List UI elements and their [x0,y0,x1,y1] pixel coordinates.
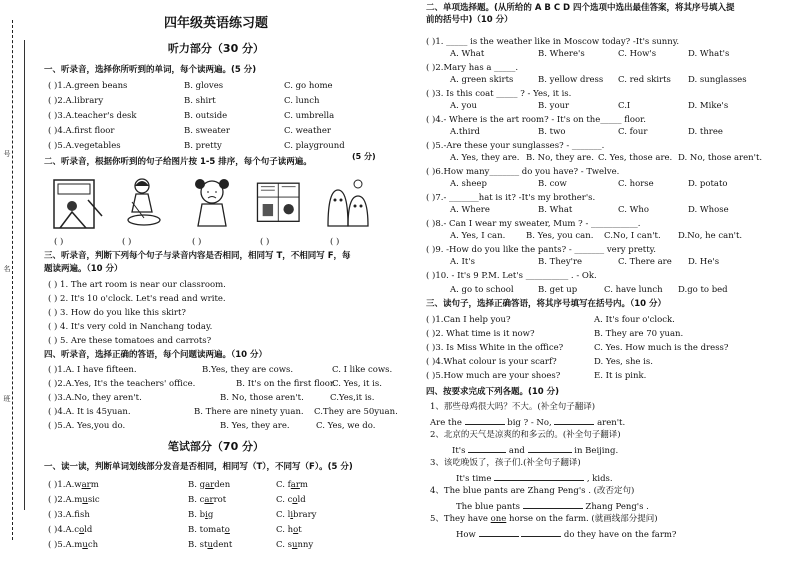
option-b: B. Yes, they are. [220,421,290,431]
list-item: ( )5.A.much [48,540,99,550]
option-d: D. three [688,127,723,137]
option-b: B. carrot [188,495,227,505]
option-a: A. sheep [450,179,487,189]
option-b: B. Where's [538,49,585,59]
option-b: B. They're [538,257,583,267]
option-c: C. Yes, it is. [332,379,382,389]
task-5-answer: How do they have on the farm? [456,530,677,540]
list-item: ( )3.A.teacher's desk [48,111,137,121]
binding-margin [0,0,40,561]
choice-stem: ( )1. _____ is the weather like in Moscow today? -It's sunny. [426,37,680,47]
margin-mark-name: 名 [3,265,11,272]
option-b: B. student [188,540,233,550]
listening-s2-heading: 二、听录音，根据你听到的句子给图片按 1-5 排序，每个句子读两遍。 [44,157,312,167]
list-item: ( )4.A.cold [48,525,93,535]
option-a: A.third [450,127,480,137]
choice-stem: ( )10. - It's 9 P.M. Let's __________ . - Ok. [426,271,597,281]
choice-stem: ( )5.-Are these your sunglasses? - _______. [426,141,605,151]
list-item: ( )5.A.vegetables [48,141,121,151]
list-item: ( ) 3. How do you like this skirt? [48,308,186,318]
margin-mark-class: 班 [3,395,11,402]
option-b: B. Yes, you can. [526,231,594,241]
ghost-kids-picture [322,176,374,232]
list-item: ( )2.A.library [48,96,104,106]
option-b: B. cow [538,179,567,189]
option-d: D.go to bed [678,285,728,295]
binding-dashed-line [12,20,13,540]
task-2-answer: It's and in Beijing. [452,446,619,456]
task-4-answer: The blue pants Zhang Peng's . [456,502,649,512]
match-answer: E. It is pink. [594,371,647,381]
choice-stem: ( )9. -How do you like the pants? - _______ very pretty. [426,245,657,255]
option-b: B. yellow dress [538,75,604,85]
match-question: ( )2. What time is it now? [426,329,535,339]
match-answer: C. Yes. How much is the dress? [594,343,729,353]
option-b: B. shirt [184,96,216,106]
option-a: A. Yes, they are. [450,153,520,163]
match-question: ( )4.What colour is your scarf? [426,357,557,367]
option-c: C. umbrella [284,111,335,121]
option-a: A. green skirts [450,75,514,85]
option-a: A. Where [450,205,490,215]
option-c: C. playground [284,141,345,151]
answer-blank[interactable] [479,529,519,537]
option-b: B. outside [184,111,228,121]
option-c: C. farm [276,480,308,490]
crying-girl-picture [186,176,238,232]
order-bracket[interactable]: ( ) [330,237,340,247]
option-c: C. library [276,510,317,520]
right-column [426,0,790,561]
list-item: ( )1.A.warm [48,480,99,490]
task-1-prompt: 1、那些母鸡很大吗？不大。(补全句子翻译) [430,402,596,412]
choice-heading-cont: 前的括号中)（10 分） [426,15,513,25]
margin-mark-number: 号 [3,150,11,157]
list-item: ( )4.A.first floor [48,126,115,136]
task-5-prompt: 5、They have one horse on the farm. (就画线部分提问) [430,514,658,524]
listening-s2-score: (5 分) [352,152,376,161]
option-b: B. sweater [184,126,230,136]
option-b: B. No, they are. [526,153,594,163]
answer-blank[interactable] [465,417,505,425]
girl-washing-picture [118,176,170,232]
option-b: B. get up [538,285,578,295]
option-b: B. No, those aren't. [220,393,304,403]
option-c: C.Yes,it is. [330,393,375,403]
task-3-answer: It's time , kids. [456,474,613,484]
option-b: B.Yes, they are cows. [202,365,294,375]
option-b: B. tomato [188,525,230,535]
option-b: B. big [188,510,214,520]
answer-blank[interactable] [494,473,584,481]
list-item: ( )3.A.No, they aren't. [48,393,142,403]
task-4-prompt: 4、The blue pants are Zhang Peng's . (改否定句) [430,486,635,496]
match-answer: B. They are 70 yuan. [594,329,684,339]
list-item: ( )2.A.Yes, It's the teachers' office. [48,379,196,389]
task-3-prompt: 3、该吃晚饭了，孩子们.(补全句子翻译) [430,458,581,468]
answer-blank[interactable] [554,417,594,425]
answer-blank[interactable] [521,529,561,537]
option-a: A. you [450,101,477,111]
option-c: C.I [618,101,631,111]
answer-blank[interactable] [523,501,583,509]
option-b: B. pretty [184,141,222,151]
order-bracket[interactable]: ( ) [122,237,132,247]
listening-s1-heading: 一、听录音，选择你所听到的单词，每个读两遍。(5 分) [44,65,257,75]
choice-stem: ( )2.Mary has a _____. [426,63,519,73]
list-item: ( ) 2. It's 10 o'clock. Let's read and write. [48,294,226,304]
answer-blank[interactable] [528,445,572,453]
list-item: ( )4.A. It is 45yuan. [48,407,131,417]
list-item: ( ) 5. Are these tomatoes and carrots? [48,336,212,346]
listening-s3-heading-cont: 题读两遍。（10 分） [44,264,123,274]
option-b: B. two [538,127,566,137]
option-c: C.No, I can't. [604,231,661,241]
option-c: C. Yes, those are. [598,153,673,163]
writing-header: 笔试部分（70 分） [167,440,265,453]
order-bracket[interactable]: ( ) [54,237,64,247]
option-b: B. There are ninety yuan. [194,407,304,417]
listening-s3-heading: 三、听录音，判断下列每个句子与录音内容是否相同，相同写 T，不相同写 F，每 [44,251,351,261]
order-bracket[interactable]: ( ) [192,237,202,247]
option-c: C. horse [618,179,654,189]
option-d: D. Mike's [688,101,729,111]
option-d: D.No, he can't. [678,231,743,241]
option-b: B. your [538,101,570,111]
option-c: C. red skirts [618,75,671,85]
option-b: B. garden [188,480,231,490]
choice-stem: ( )7.- _______hat is it? -It's my brother's. [426,193,596,203]
option-c: C. How's [618,49,657,59]
option-c: C. There are [618,257,672,267]
choice-heading: 二、单项选择题。(从所给的 A B C D 四个选项中选出最佳答案，将其序号填入提 [426,3,735,13]
list-item: ( ) 1. The art room is near our classroom. [48,280,226,290]
match-answer: D. Yes, she is. [594,357,653,367]
option-d: D. What's [688,49,730,59]
option-d: D. Whose [688,205,729,215]
option-c: C. hot [276,525,302,535]
option-b: B. It's on the first floor. [236,379,336,389]
listening-s4-heading: 四、听录音，选择正确的答语，每个问题读两遍。（10 分） [44,350,268,360]
option-d: D. potato [688,179,728,189]
list-item: ( ) 4. It's very cold in Nanchang today. [48,322,213,332]
option-a: A. What [450,49,485,59]
answer-blank[interactable] [468,445,506,453]
picture-row [48,176,388,234]
list-item: ( )2.A.music [48,495,100,505]
match-question: ( )1.Can I help you? [426,315,511,325]
listening-header: 听力部分（30 分） [167,42,265,55]
option-c: C. four [618,127,648,137]
choice-stem: ( )3. Is this coat _____ ? - Yes, it is. [426,89,572,99]
left-column [44,0,398,561]
list-item: ( )3.A.fsh [48,510,90,520]
option-c: C. sunny [276,540,314,550]
choice-stem: ( )6.How many_______ do you have? - Twelve. [426,167,620,177]
option-a: A. It's [450,257,476,267]
window-scene-picture [254,176,306,232]
binding-solid-line [24,40,25,510]
option-c: C. Yes, we do. [316,421,376,431]
option-a: A. go to school [450,285,514,295]
match-question: ( )5.How much are your shoes? [426,371,561,381]
option-c: C. weather [284,126,331,136]
option-b: B. What [538,205,573,215]
match-answer: A. It's four o'clock. [594,315,675,325]
order-bracket[interactable]: ( ) [260,237,270,247]
choice-stem: ( )4.- Where is the art room? - It's on the_____ floor. [426,115,646,125]
option-c: C. have lunch [604,285,663,295]
option-c: C. go home [284,81,333,91]
list-item: ( )1.A. I have fifteen. [48,365,137,375]
task-2-prompt: 2、北京的天气是凉爽的和多云的。(补全句子翻译) [430,430,621,440]
choice-stem: ( )8.- Can I wear my sweater, Mum ? - ___________. [426,219,641,229]
option-d: D. No, those aren't. [678,153,763,163]
option-d: D. He's [688,257,720,267]
option-c: C. lunch [284,96,320,106]
list-item: ( )5.A. Yes,you do. [48,421,126,431]
classroom-picture [52,176,104,232]
option-c: C. Who [618,205,649,215]
tasks-heading: 四、按要求完成下列各题。(10 分) [426,387,560,397]
option-a: A. Yes, I can. [450,231,506,241]
writing-s1-heading: 一、读一读，判断单词划线部分发音是否相同，相同写（T），不同写（F）。(5 分) [44,462,353,472]
option-d: D. sunglasses [688,75,747,85]
option-b: B. gloves [184,81,224,91]
match-heading: 三、读句子，选择正确答语，将其序号填写在括号内。（10 分） [426,299,667,309]
option-c: C. cold [276,495,306,505]
option-c: C. I like cows. [332,365,393,375]
page-title: 四年级英语练习题 [163,16,268,31]
option-c: C.They are 50yuan. [314,407,398,417]
match-question: ( )3. Is Miss White in the office? [426,343,564,353]
task-1-answer: Are the big ? - No, aren't. [430,418,626,428]
list-item: ( )1.A.green beans [48,81,128,91]
